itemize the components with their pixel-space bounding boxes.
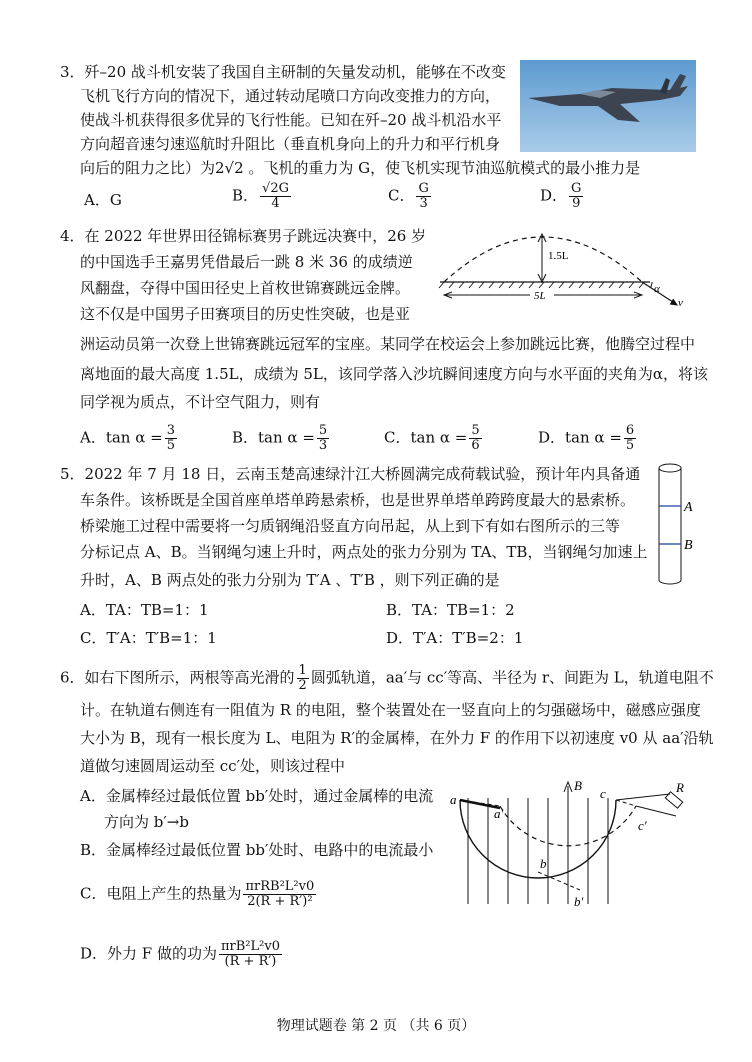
q6-option-c xyxy=(80,880,318,909)
q5-line-3: 桥梁施工过程中需要将一匀质钢绳沿竖直方向吊起，从上到下有如右图所示的三等 xyxy=(80,517,621,535)
point-b-label: b xyxy=(540,856,547,871)
q3-d-den: 9 xyxy=(572,196,581,211)
q6-option-d-label: D．外力 F 做的功为 xyxy=(80,944,217,963)
q5-line-4: 分标记点 A、B。当钢绳匀速上升时，两点处的张力分别为 TA、TB，当钢绳匀加速上 xyxy=(80,543,648,561)
q3-option-b-fraction xyxy=(260,182,291,211)
q3-b-den: 4 xyxy=(271,196,280,211)
q6-line-1 xyxy=(60,664,714,693)
q6-option-c-label: C．电阻上产生的热量为 xyxy=(80,884,242,903)
q3-line-5: 向后的阻力之比）为2√2 。飞机的重力为 G，使飞机实现节油巡航模式的最小推力是 xyxy=(80,159,641,177)
q6-line-2: 计。在轨道右侧连有一阻值为 R 的电阻，整个装置处在一竖直向上的匀强磁场中，磁感应强度 xyxy=(80,701,701,719)
angle-alpha-label: α xyxy=(654,283,660,295)
q6-option-c-fraction xyxy=(243,880,316,909)
q4-option-a-label: A．tan α = xyxy=(80,428,163,447)
q4-line-2: 的中国选手王嘉男凭借最后一跳 8 米 36 的成绩逆 xyxy=(80,253,413,271)
q3-d-num: G xyxy=(571,181,582,196)
q6-c-num: πrRB²L²v0 xyxy=(245,879,315,894)
q6-c-den: 2(R + R′)² xyxy=(247,894,313,909)
point-b-prime-label: b′ xyxy=(574,894,584,909)
q6-option-a-line-1: A．金属棒经过最低位置 bb′处时，通过金属棒的电流 xyxy=(80,787,434,805)
q5-line-1: 5．2022 年 7 月 18 日，云南玉楚高速绿汁江大桥圆满完成荷载试验，预计年内具备通 xyxy=(60,465,641,483)
q5-line-5: 升时，A、B 两点处的张力分别为 T′A 、T′B ，则下列正确的是 xyxy=(80,571,500,589)
q4-line-4: 这不仅是中国男子田赛项目的历史性突破，也是亚 xyxy=(80,305,411,323)
q4-b-num: 5 xyxy=(318,423,328,438)
q3-option-b xyxy=(232,182,293,211)
q6-option-a-line-2: 方向为 b′→b xyxy=(104,813,189,831)
q3-option-c-fraction xyxy=(416,182,430,211)
q6-d-num: πrB²L²v0 xyxy=(220,939,280,954)
q4-d-den: 5 xyxy=(625,438,635,453)
resistor-r-label: R xyxy=(676,780,684,795)
q3-option-d-fraction xyxy=(569,182,583,211)
q4-option-d-fraction xyxy=(624,424,636,453)
q3-b-num: √2G xyxy=(262,181,289,196)
q4-line-3: 风翻盘，夺得中国田径史上首枚世锦赛跳远金牌。 xyxy=(80,279,411,297)
q4-option-c-label: C．tan α = xyxy=(384,428,468,447)
mark-a-label: A xyxy=(684,500,693,515)
q4-option-c-fraction xyxy=(469,424,481,453)
q6-option-d xyxy=(80,940,284,969)
q4-line-1: 4．在 2022 年世界田径锦标赛男子跳远决赛中，26 岁 xyxy=(60,227,427,245)
jump-distance-label: 5L xyxy=(534,290,546,302)
q4-a-num: 3 xyxy=(166,423,175,438)
q4-option-d-label: D．tan α = xyxy=(538,428,622,447)
q5-option-a: A．TA：TB=1：1 xyxy=(80,601,209,619)
q3-option-c xyxy=(388,182,433,211)
q4-a-den: 5 xyxy=(166,438,175,453)
q4-option-a-fraction xyxy=(165,424,177,453)
q6-d-den: (R + R′) xyxy=(224,954,277,969)
mark-b-label: B xyxy=(684,538,693,553)
point-a-prime-label: a′ xyxy=(494,806,504,821)
q3-line-3: 使战斗机获得很多优异的飞行性能。已知在歼–20 战斗机沿水平 xyxy=(80,111,502,129)
jump-height-label: 1.5L xyxy=(548,250,569,262)
q6-option-d-fraction xyxy=(219,940,282,969)
q4-line-7: 同学视为质点，不计空气阻力，则有 xyxy=(80,393,321,411)
arc-rail-diagram xyxy=(440,772,700,912)
q3-option-d xyxy=(540,182,585,211)
q3-option-a: A．G xyxy=(84,191,122,209)
point-c-prime-label: c′ xyxy=(638,818,647,833)
q4-b-den: 3 xyxy=(318,438,328,453)
q5-line-2: 车条件。该桥既是全国首座单塔单跨悬索桥，也是世界单塔单跨跨度最大的悬索桥。 xyxy=(80,491,636,509)
q5-option-d: D．T′A：T′B=2：1 xyxy=(386,629,524,647)
q6-line-1-pre: 6．如右下图所示，两根等高光滑的 xyxy=(60,668,295,687)
q5-option-b: B．TA：TB=1：2 xyxy=(386,601,515,619)
q5-option-c: C．T′A：T′B=1：1 xyxy=(80,629,217,647)
q3-line-4: 方向超音速匀速巡航时升阻比（垂直机身向上的升力和平行机身 xyxy=(80,135,501,153)
q3-option-b-label: B． xyxy=(232,186,259,205)
q3-option-c-label: C． xyxy=(388,186,415,205)
field-b-label: B xyxy=(574,778,582,793)
q4-option-b xyxy=(232,424,331,453)
page-footer: 物理试题卷 第 2 页 （共 6 页） xyxy=(276,1018,476,1034)
q6-option-b: B．金属棒经过最低位置 bb′处时、电路中的电流最小 xyxy=(80,841,434,859)
q4-line-5: 洲运动员第一次登上世锦赛跳远冠军的宝座。某同学在校运会上参加跳远比赛，他腾空过程中 xyxy=(80,335,696,353)
q4-line-6: 离地面的最大高度 1.5L，成绩为 5L，该同学落入沙坑瞬间速度方向与水平面的夹角为α，将该 xyxy=(80,365,708,383)
q6-half-den: 2 xyxy=(298,678,307,693)
q4-option-b-label: B．tan α = xyxy=(232,428,315,447)
fighter-jet-image xyxy=(520,60,696,152)
velocity-label: v xyxy=(678,297,683,309)
q3-line-1: 3．歼–20 战斗机安装了我国自主研制的矢量发动机，能够在不改变 xyxy=(60,63,506,81)
q4-option-d xyxy=(538,424,638,453)
q4-c-den: 6 xyxy=(471,438,480,453)
q3-c-den: 3 xyxy=(419,196,428,211)
q6-half-fraction xyxy=(297,664,309,693)
q4-option-b-fraction xyxy=(317,424,329,453)
q6-line-4: 道做匀速圆周运动至 cc′处，则该过程中 xyxy=(80,757,345,775)
q4-option-c xyxy=(384,424,484,453)
point-a-label: a xyxy=(450,792,457,807)
q4-option-a xyxy=(80,424,179,453)
long-jump-diagram xyxy=(430,222,690,312)
steel-rope-diagram xyxy=(650,460,710,588)
q6-line-1-post: 圆弧轨道，aa′与 cc′等高、半径为 r、间距为 L，轨道电阻不 xyxy=(310,668,714,687)
point-c-label: c xyxy=(600,786,606,801)
q4-d-num: 6 xyxy=(625,423,635,438)
q6-line-3: 大小为 B，现有一根长度为 L、电阻为 R′的金属棒，在外力 F 的作用下以初速度 v0 从 aa′沿轨 xyxy=(80,729,714,747)
q3-option-d-label: D． xyxy=(540,186,568,205)
q3-line-2: 飞机飞行方向的情况下，通过转动尾喷口方向改变推力的方向， xyxy=(80,87,501,105)
q4-c-num: 5 xyxy=(471,423,480,438)
q3-c-num: G xyxy=(418,181,429,196)
q6-half-num: 1 xyxy=(298,663,307,678)
